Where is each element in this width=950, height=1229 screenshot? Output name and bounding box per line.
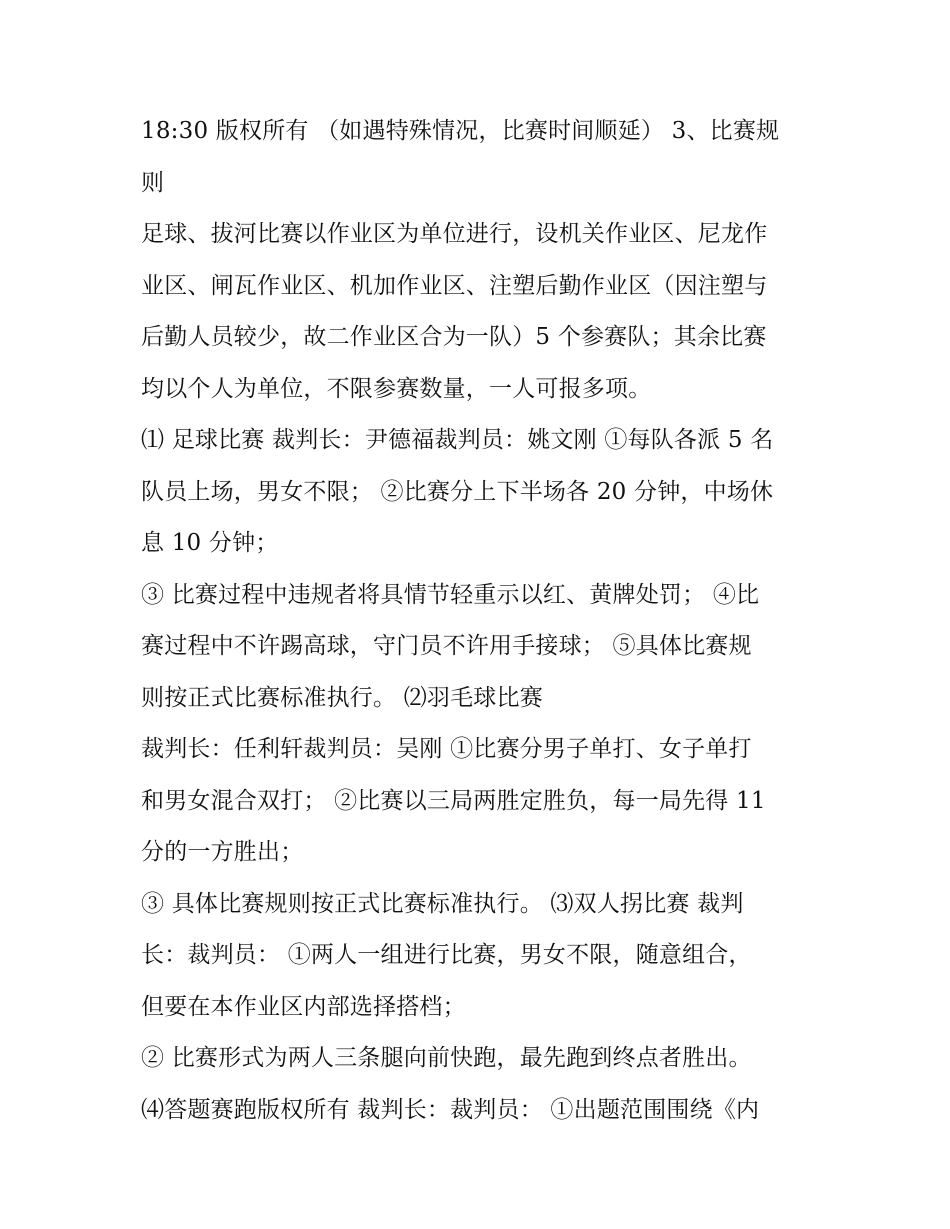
text-line: 赛过程中不许踢高球，守门员不许用手接球； ⑤具体比赛规 [141,633,752,659]
text-line: ③ 具体比赛规则按正式比赛标准执行。 ⑶双人拐比赛 裁判 [141,890,744,917]
text-line: 分的一方胜出； [141,839,304,865]
text-line: 但要在本作业区内部选择搭档； [141,993,466,1020]
text-line: 足球、拔河比赛以作业区为单位进行，设机关作业区、尼龙作 [141,221,768,247]
text-line: 均以个人为单位，不限参赛数量，一人可报多项。 [141,375,652,402]
text-line: 后勤人员较少，故二作业区合为一队）5 个参赛队；其余比赛 [141,324,767,350]
text-line: ⑷答题赛跑版权所有 裁判长：裁判员： ①出题范围围绕《内 [141,1096,760,1123]
document-text-body [141,106,821,1136]
text-line: ③ 比赛过程中违规者将具情节轻重示以红、黄牌处罚； ④比 [141,581,760,608]
text-line: 裁判长：任利轩裁判员：吴刚 ①比赛分男子单打、女子单打 [141,736,752,762]
text-line: 业区、闸瓦作业区、机加作业区、注塑后勤作业区（因注塑与 [141,272,768,299]
text-line: 则按正式比赛标准执行。 ⑵羽毛球比赛 [141,684,543,711]
text-line: 18:30 版权所有 （如遇特殊情况，比赛时间顺延） 3、比赛规 [141,118,780,144]
text-line: 则 [141,169,165,196]
text-line: 长：裁判员： ①两人一组进行比赛，男女不限，随意组合， [141,942,752,968]
text-line: 和男女混合双打； ②比赛以三局两胜定胜负，每一局先得 11 [141,787,766,814]
text-line: ② 比赛形式为两人三条腿向前快跑，最先跑到终点者胜出。 [141,1045,752,1071]
text-line: 息 10 分钟； [141,530,279,556]
text-line: 队员上场，男女不限； ②比赛分上下半场各 20 分钟，中场休 [141,478,774,505]
text-line: ⑴ 足球比赛 裁判长：尹德福裁判员：姚文刚 ①每队各派 5 名 [141,427,774,453]
